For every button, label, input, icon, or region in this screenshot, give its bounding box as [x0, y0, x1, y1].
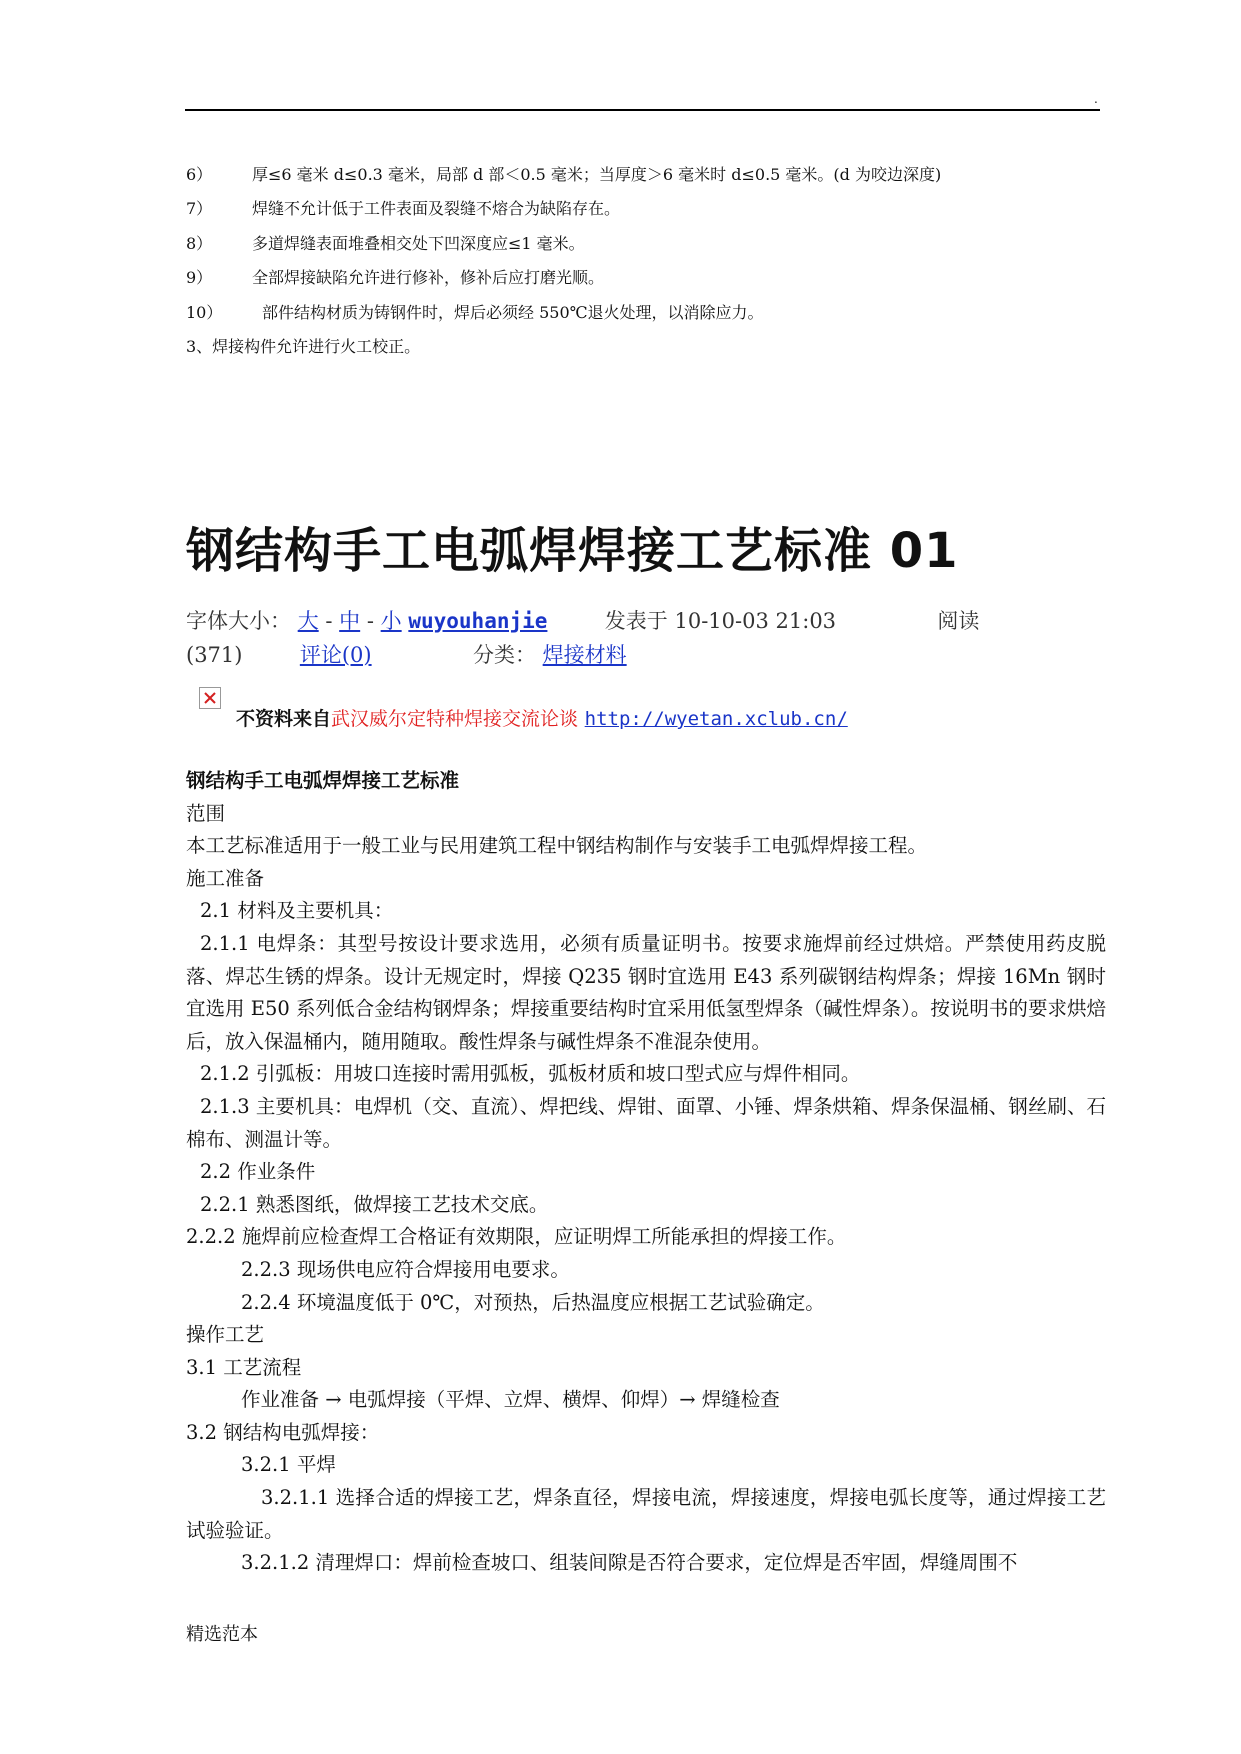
paragraph: 3.2.1.2 清理焊口：焊前检查坡口、组装间隙是否符合要求，定位焊是否牢固，焊缝周围不: [241, 1551, 1018, 1575]
font-size-small-link[interactable]: 小: [380, 609, 402, 633]
paragraph: 2.2 作业条件: [200, 1160, 316, 1184]
body-heading: 钢结构手工电弧焊焊接工艺标准: [186, 769, 460, 792]
list-item-number: 6）: [186, 164, 213, 184]
paragraph: 2.1.3 主要机具：电焊机（交、直流）、焊把线、焊钳、面罩、小锤、焊条烘箱、焊条保温桶、钢丝刷、石棉布、测温计等。: [186, 1094, 1106, 1151]
paragraph: 3.2.1.1 选择合适的焊接工艺，焊条直径，焊接电流，焊接速度，焊接电弧长度等，通过焊接工艺试验验证。: [186, 1486, 1106, 1542]
list-item-number: 9）: [186, 268, 213, 288]
paragraph: 2.2.4 环境温度低于 0℃，对预热，后热温度应根据工艺试验确定。: [241, 1290, 825, 1314]
source-url-link[interactable]: http://wyetan.xclub.cn/: [584, 708, 848, 730]
font-size-large-link[interactable]: 大: [297, 609, 319, 633]
paragraph: 施工准备: [186, 866, 265, 890]
article-meta: [186, 604, 1086, 672]
paragraph: 范围: [186, 801, 226, 825]
paragraph: 2.2.2 施焊前应检查焊工合格证有效期限，应证明焊工所能承担的焊接工作。: [186, 1225, 847, 1249]
list-item-number: 7）: [186, 199, 213, 219]
paragraph: 2.1.1 电焊条：其型号按设计要求选用，必须有质量证明书。按要求施焊前经过烘焙。严禁使用药皮脱落、焊芯生锈的焊条。设计无规定时，焊接 Q235 钢时宜选用 E43 系列碳钢结构焊条；焊接 16Mn 钢时宜选用 E50 系列低合金结构钢焊条；焊接重要结构时宜采用低氢型焊条（碱性焊条）。按说明书的要求烘焙后，放入保温桶内，随用随取。酸性焊条与碱性焊条不准混杂使用。: [186, 931, 1106, 1053]
font-size-label: 字体大小：: [186, 609, 291, 633]
list-item: [186, 191, 1106, 226]
paragraph: 3.2 钢结构电弧焊接：: [186, 1420, 380, 1444]
read-count: (371): [186, 643, 243, 667]
paragraph: 2.1 材料及主要机具：: [200, 899, 394, 923]
paragraph: 操作工艺: [186, 1323, 265, 1347]
paragraph: 3.1 工艺流程: [186, 1355, 302, 1379]
list-note: 3、焊接构件允许进行火工校正。: [186, 337, 421, 357]
list-item: [186, 225, 1106, 260]
broken-image-icon: [199, 687, 221, 709]
footer-text: 精选范本: [186, 1624, 258, 1645]
source-line: [236, 704, 848, 731]
read-label: 阅读: [937, 609, 980, 633]
paragraph: 本工艺标准适用于一般工业与民用建筑工程中钢结构制作与安装手工电弧焊焊接工程。: [186, 834, 928, 858]
list-item-text: 全部焊接缺陷允许进行修补，修补后应打磨光顺。: [252, 268, 605, 288]
category-link[interactable]: 焊接材料: [542, 643, 627, 667]
separator: -: [325, 609, 333, 633]
header-corner-mark: .: [1094, 92, 1098, 106]
defect-list: [186, 156, 1106, 363]
source-prefix: 不资料来自: [236, 708, 332, 730]
paragraph: 作业准备 → 电弧焊接（平焊、立焊、横焊、仰焊）→ 焊缝检查: [241, 1388, 780, 1412]
posted-label: 发表于: [604, 609, 668, 633]
list-item-text: 厚≤6 毫米 d≤0.3 毫米，局部 d 部＜0.5 毫米；当厚度＞6 毫米时 d≤0.5 毫米。(d 为咬边深度): [252, 164, 942, 184]
category-label: 分类：: [472, 643, 536, 667]
comments-link[interactable]: 评论(0): [299, 643, 372, 667]
article-body: [186, 765, 1106, 1580]
list-item-number: 10）: [186, 302, 223, 322]
list-item: [186, 260, 1106, 295]
header-rule: [185, 109, 1100, 111]
posted-time: 10-10-03 21:03: [674, 609, 837, 633]
list-item-text: 焊缝不允计低于工件表面及裂缝不熔合为缺陷存在。: [252, 199, 621, 219]
paragraph: 3.2.1 平焊: [241, 1453, 336, 1477]
paragraph: 2.1.2 引弧板：用坡口连接时需用弧板，弧板材质和坡口型式应与焊件相同。: [200, 1062, 861, 1086]
list-item-number: 8）: [186, 233, 213, 253]
list-item-text: 部件结构材质为铸钢件时，焊后必须经 550℃退火处理，以消除应力。: [262, 302, 764, 322]
article-title: 钢结构手工电弧焊焊接工艺标准 01: [186, 523, 959, 579]
list-item: [186, 156, 1106, 191]
list-item: [186, 294, 1106, 329]
separator: -: [366, 609, 374, 633]
author-link[interactable]: wuyouhanjie: [408, 609, 548, 633]
paragraph: 2.2.3 现场供电应符合焊接用电要求。: [241, 1257, 570, 1281]
source-name: 武汉威尔定特种焊接交流论谈: [331, 708, 579, 730]
paragraph: 2.2.1 熟悉图纸，做焊接工艺技术交底。: [200, 1192, 549, 1216]
list-item-text: 多道焊缝表面堆叠相交处下凹深度应≤1 毫米。: [252, 233, 585, 253]
font-size-medium-link[interactable]: 中: [339, 609, 361, 633]
